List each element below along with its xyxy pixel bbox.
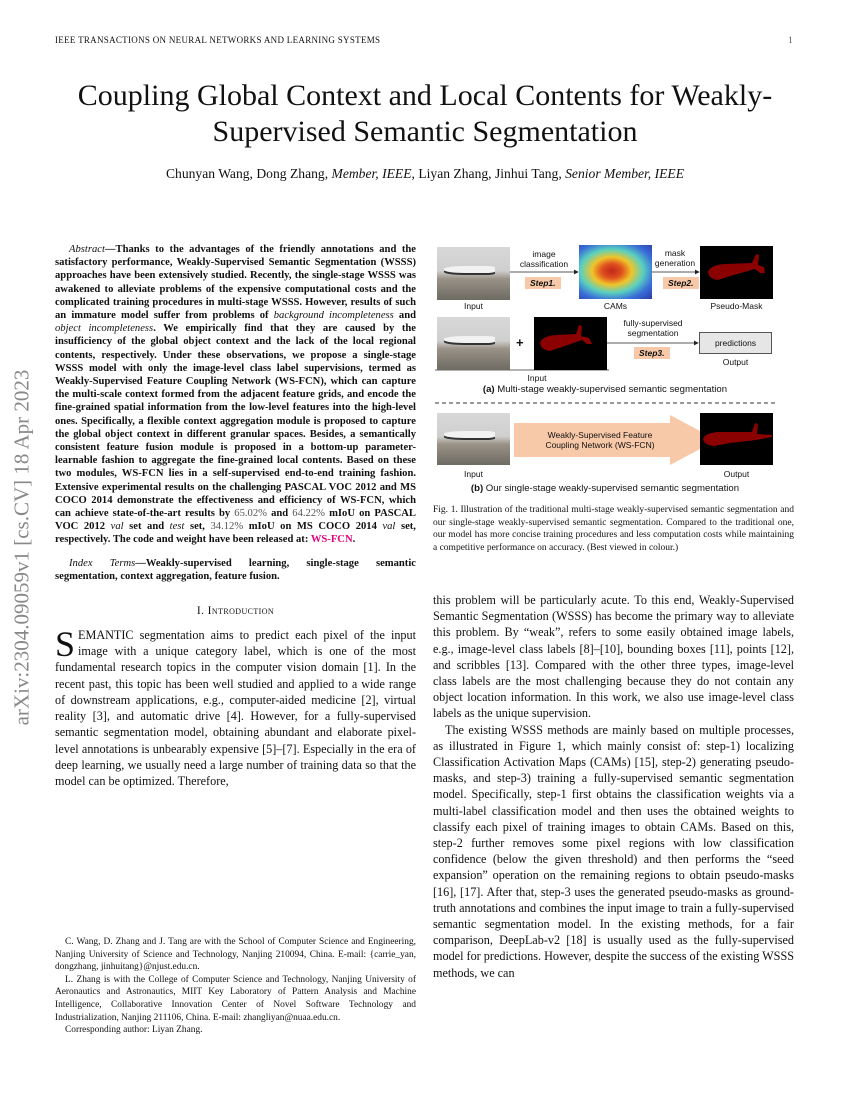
small-caps: EMANTIC [78, 628, 134, 643]
journal-name: IEEE TRANSACTIONS ON NEURAL NETWORKS AND LEARNING SYSTEMS [55, 35, 381, 45]
input-image [437, 317, 510, 370]
text: set and [123, 521, 170, 533]
text: object incompleteness [55, 323, 154, 335]
text: segmentation aims to predict each pixel of the input image with a unique category label, which is one of the most fundamental research topics in the computer vision domain [1]. In the recent past, this topic has been well studied and applied to a wide range of downstream applications, e.g., computer-aided medicine [2], virtual reality [3], and automatic drive [4]. However, for a fully-supervised semantic segmentation model, obtaining abundant and elaborate pixel-level annotations is unbearably expensive [5]–[7]. Especially in the era of deep learning, we usually need a large number of training data so that the model can be optimized. Therefore, [55, 628, 416, 788]
page-number: 1 [788, 35, 793, 45]
caption-tag: (b) [470, 483, 484, 494]
label-mask-generation: mask generation [654, 248, 696, 268]
label-output: Output [723, 469, 750, 479]
footnote: L. Zhang is with the College of Computer Science and Technology, Nanjing University of Aeronautics and Astronautics, MIIT Key Laboratory of Pattern Analysis and Machine Intelligence, Collaborative Innovation Center of Novel Software Technology and Industrialization, Nanjing 211106, China. E-mail: zhangliyan@nuaa.edu.cn. [55, 974, 416, 1023]
pseudo-mask-image [700, 246, 773, 299]
figure-1 [425, 235, 785, 500]
text: and [393, 310, 416, 322]
label-network: Weakly-Supervised Feature Coupling Network (WS-FCN) [545, 430, 655, 450]
text: . We empirically find that they are caused by the insufficiency of the global object context and the lack of the local regional contents, respectively. Under these observations, we propose a single-stage WSSS model with only the image-level class label supervisions, termed as Weakly-Supervised Feature Coupling Network (WS-FCN), which can capture the multi-scale context formed from the adjacent feature grids, and encode the fine-grained spatial information from the low-level features into the high-level ones. Specifically, a flexible context aggregation module is proposed to capture the global object context in different granular spaces. Besides, a semantically consistent feature fusion module is proposed in a bottom-up parameter-learnable fashion to aggregate the fine-grained local contents. Based on these two modules, WS-FCN lies in a self-supervised end-to-end training fashion. Extensive experimental results on the challenging PASCAL VOC 2012 and MS COCO 2014 demonstrate the effectiveness and efficiency of WS-FCN, which can achieve state-of-the-art results by [55, 323, 416, 520]
left-column [55, 243, 416, 789]
mask-image [534, 317, 607, 370]
running-header [55, 35, 793, 45]
footnote: Corresponding author: Liyan Zhang. [65, 1025, 203, 1036]
abstract-label: Abstract [69, 244, 105, 255]
authors-part: , Liyan Zhang, Jinhui Tang, [411, 166, 566, 181]
step3-badge: Step3. [634, 347, 670, 359]
text: mIoU on PASCAL VOC 2012 [55, 508, 416, 533]
caption-tag: (a) [482, 384, 495, 395]
membership: Member, IEEE [331, 166, 412, 181]
body-paragraph: this problem will be particularly acute. To this end, Weakly-Supervised Semantic Segmentation (WSSS) has become the primary way to alleviate this problem. By “weak”, refers to some easily obtained image labels, e.g., image-level class labels [8]–[10], bounding boxes [11], points [12], and scribbles [13]. Compared with the other three types, image-level class labels are the most challenging because they do not contain any object location information. In this work, we also use image-level class labels as the unique supervision. [433, 593, 794, 721]
text: set, [184, 521, 211, 533]
text: mIoU on MS COCO 2014 [243, 521, 383, 533]
caption-text: Multi-stage weakly-supervised semantic segmentation [494, 384, 728, 395]
section-heading: I. Introduction [196, 605, 275, 618]
input-image [437, 413, 510, 465]
text: —Thanks to the advantages of the friendly annotations and the satisfactory performance, Weakly-Supervised Semantic Segmentation (WSSS) approaches have been extensively studied. Recently, the single-stage WSSS was awakened to alleviate problems of the expensive computational costs and the complicated training procedures in multi-stage WSSS. However, results of such an immature model suffer from problems of [55, 244, 416, 322]
arxiv-stamp: arXiv:2304.09059v1 [cs.CV] 18 Apr 2023 [9, 369, 34, 726]
figure-caption: Fig. 1. Illustration of the traditional multi-stage weakly-supervised semantic segmentation and our single-stage weakly-supervised semantic segmentation. Compared to the traditional one, our model has more concise training procedures and less computation costs while maintaining a competitive performance on accuracy. (Best viewed in colour.) [433, 505, 794, 553]
text: test [169, 521, 185, 533]
step2-badge: Step2. [663, 277, 699, 289]
drop-cap: S [55, 624, 76, 665]
abstract [55, 243, 416, 547]
caption-text: Our single-stage weakly-supervised semantic segmentation [483, 483, 740, 494]
text: and [266, 508, 293, 520]
text: . [352, 534, 356, 546]
body-paragraph: The existing WSSS methods are mainly based on multiple processes, as illustrated in Figure 1, which mainly consist of: step-1) localizing Classification Activation Maps (CAMs) [15], step-2) generating pseudo-masks, and step-3) training a fully-supervised semantic segmentation model. Specifically, step-1 first obtains the classification weights via a multi-label classification model and then uses the obtained weights to classify each pixel of training images to obtain CAMs. Based on this, step-2 further removes some pixel regions with low classification confidence (below the given threshold) and then performs the “seed expansion” operation on the remaining regions to obtain pseudo-masks [16], [17]. After that, step-3 uses the generated pseudo-masks as ground-truth annotations and combines the input image to train a fully-supervised semantic segmentation model. In the existing methods, for a fair comparison, DeepLab-v2 [18] is usually used as the fully-supervised model for predictions. However, despite the success of the existing WSSS methods, we can [433, 722, 794, 980]
code-link[interactable]: WS-FCN [310, 534, 353, 546]
input-image [437, 247, 510, 300]
membership: Senior Member, IEEE [565, 166, 685, 181]
text: background incompleteness [273, 310, 394, 322]
plus-sign: + [516, 335, 524, 350]
label-fully-supervised: fully-supervised segmentation [623, 318, 683, 338]
label-input: Input [464, 301, 483, 311]
label-input: Input [527, 373, 547, 383]
index-terms-label: Index Terms [69, 557, 136, 569]
label-pseudo-mask: Pseudo-Mask [710, 301, 763, 311]
metric: 65.02% [234, 508, 267, 520]
index-terms [55, 557, 416, 583]
cam-image [579, 245, 652, 299]
right-column [433, 592, 794, 981]
index-terms-text: —Weakly-supervised learning, single-stage semantic segmentation, context aggregation, feature fusion. [55, 557, 416, 582]
label-image-classification: image classification [519, 249, 569, 269]
caption-a [425, 384, 785, 395]
output-mask-image [700, 413, 773, 465]
paper-title: Coupling Global Context and Local Contents for Weakly-Supervised Semantic Segmentation [77, 79, 773, 148]
text: set, respectively. The code and weight have been released at: [55, 521, 416, 546]
caption-b [425, 483, 785, 494]
author-list [40, 166, 810, 182]
intro-paragraph [55, 624, 416, 789]
metric: 64.22% [292, 508, 325, 520]
text: val [382, 521, 396, 533]
footnotes [55, 936, 416, 1037]
text: val [110, 521, 124, 533]
label-cams: CAMs [603, 301, 628, 311]
label-output: Output [722, 357, 749, 367]
footnote: C. Wang, D. Zhang and J. Tang are with the School of Computer Science and Engineering, Nanjing University of Science and Technology, Nanjing 210094, China. E-mail: {carrie_yan, dongzhang, jinhuitang}@njust.edu.cn. [55, 937, 416, 973]
predictions-box: predictions [699, 332, 772, 354]
authors-part: Chunyan Wang, Dong Zhang, [165, 166, 332, 181]
step1-badge: Step1. [525, 277, 561, 289]
label-input: Input [464, 469, 483, 479]
metric: 34.12% [210, 521, 244, 533]
